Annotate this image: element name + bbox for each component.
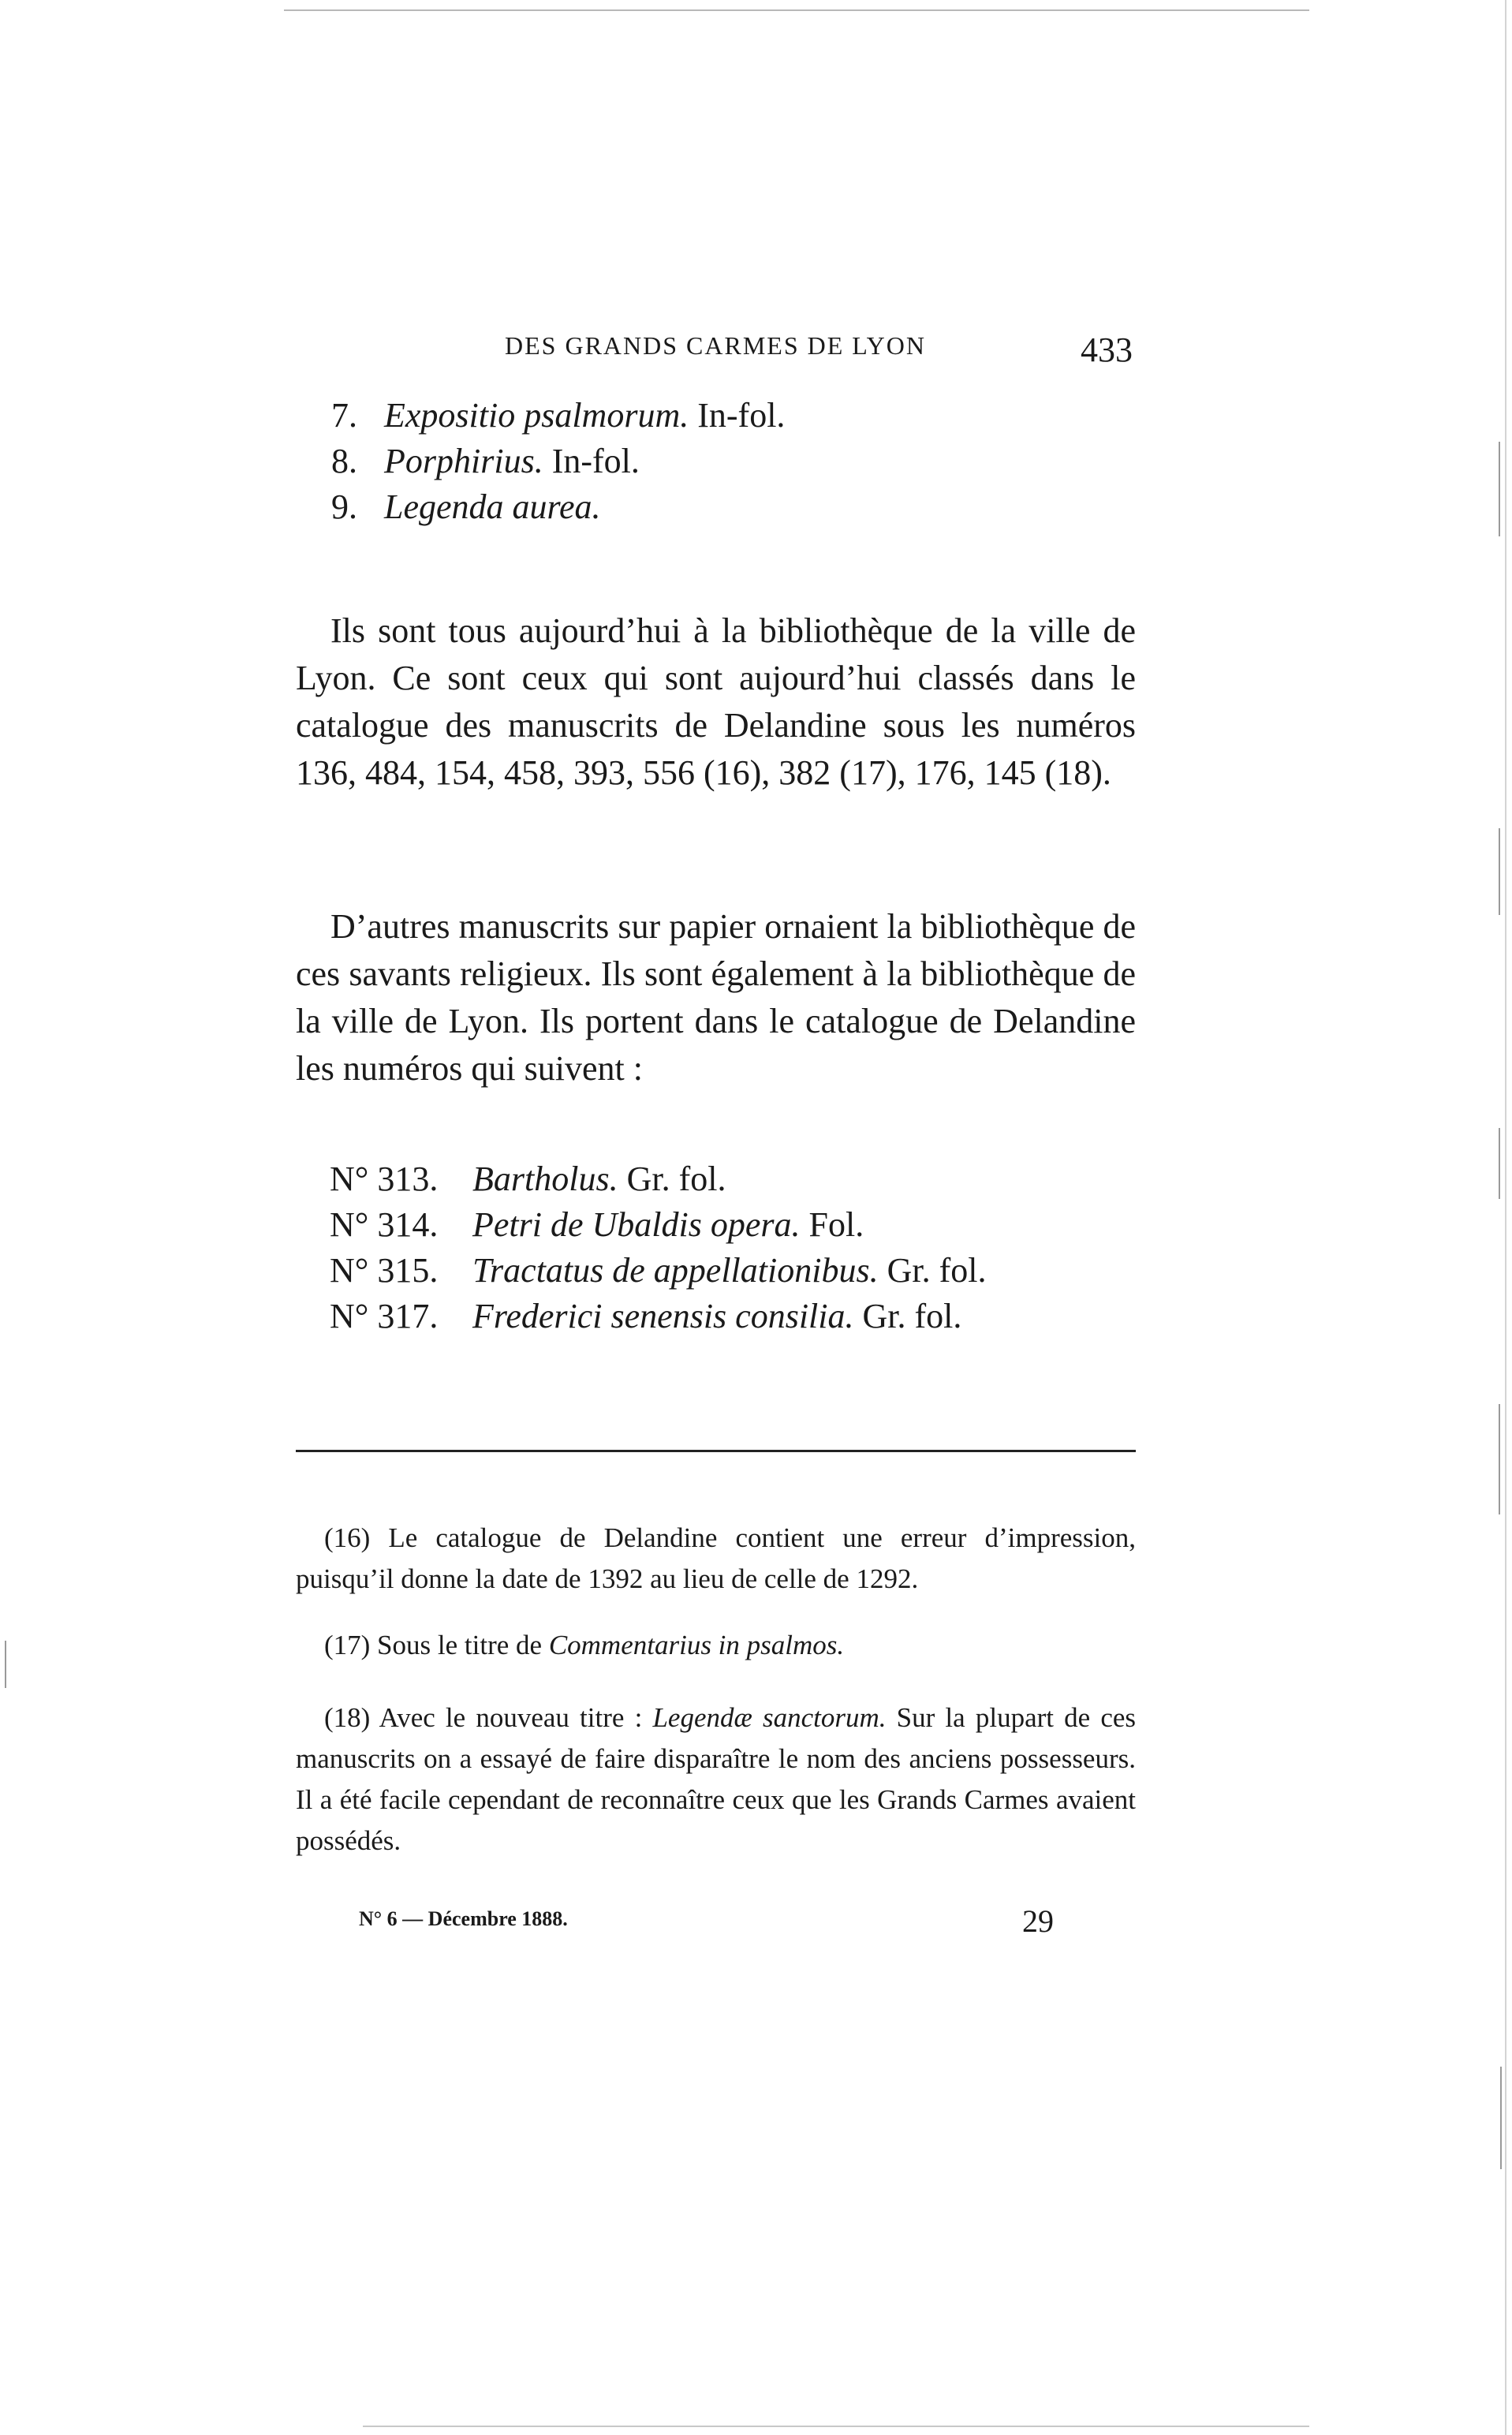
- manuscript-item: [330, 1294, 1170, 1339]
- scan-border-top: [284, 9, 1309, 11]
- scan-border-right: [1505, 0, 1506, 2435]
- scan-mark: [1499, 828, 1500, 915]
- footnote-italic-title: Legendæ sanctorum.: [652, 1702, 887, 1733]
- footnote-text: (17) Sous le titre de: [324, 1630, 549, 1660]
- scan-mark: [1499, 1128, 1500, 1199]
- footnote-16: (16) Le catalogue de Delandine contient une erreur d’impression, puisqu’il donne la date de 1392 au lieu de celle de 1292.: [296, 1522, 1136, 1594]
- list-item: [331, 484, 1171, 530]
- footnote-17: [296, 1625, 1136, 1666]
- scan-mark: [5, 1641, 6, 1688]
- manuscript-list: [330, 1156, 1170, 1339]
- list-item-number: 9.: [331, 487, 357, 526]
- footnote-18: [296, 1697, 1136, 1862]
- manuscript-title: Bartholus.: [472, 1160, 618, 1198]
- list-item-number: 8.: [331, 442, 357, 480]
- manuscript-number: N° 317.: [330, 1297, 439, 1335]
- footnote-text: (18) Avec le nouveau titre :: [324, 1702, 653, 1733]
- list-item: [331, 439, 1171, 484]
- list-item-title: Legenda aurea.: [384, 487, 601, 526]
- footnote-text: Sur la plupart de ces manuscrits on a essayé de faire disparaître le nom des anciens possesseurs. Il a été facile cependant de reconnaître ceux que les Grands Carmes avaient possédés.: [296, 1702, 1137, 1856]
- manuscript-format: Gr. fol.: [626, 1160, 726, 1198]
- list-item-format: In-fol.: [551, 442, 640, 480]
- manuscript-number: N° 313.: [330, 1160, 439, 1198]
- page-number: 433: [1081, 331, 1133, 369]
- list-item-title: Porphirius.: [384, 442, 543, 480]
- footnote-italic-title: Commentarius in psalmos.: [548, 1630, 845, 1660]
- issue-line: N° 6 — Décembre 1888.: [359, 1907, 568, 1930]
- list-item: [331, 393, 1171, 439]
- manuscript-item: [330, 1202, 1170, 1248]
- signature-mark: 29: [1022, 1903, 1054, 1939]
- manuscript-title: Frederici senensis consilia.: [472, 1297, 854, 1335]
- list-item-title: Expositio psalmorum.: [384, 396, 689, 435]
- list-item-number: 7.: [331, 396, 357, 435]
- manuscript-format: Fol.: [808, 1205, 864, 1244]
- manuscript-number: N° 314.: [330, 1205, 439, 1244]
- manuscript-format: Gr. fol.: [887, 1251, 987, 1290]
- body-paragraph: D’autres manuscrits sur papier ornaient la bibliothèque de ces savants religieux. Ils sont également à la bibliothèque de la ville de Lyon. Ils portent dans le catalogue de Delandine les numéros qui suivent :: [296, 907, 1136, 1088]
- manuscript-title: Tractatus de appellationibus.: [472, 1251, 879, 1290]
- manuscript-title: Petri de Ubaldis opera.: [472, 1205, 801, 1244]
- running-head: DES GRANDS CARMES DE LYON: [505, 331, 926, 360]
- numbered-list: [331, 393, 1171, 530]
- scan-mark: [1499, 442, 1500, 536]
- manuscript-item: [330, 1248, 1170, 1294]
- body-paragraph: Ils sont tous aujourd’hui à la bibliothèque de la ville de Lyon. Ce sont ceux qui sont aujourd’hui classés dans le catalogue des manuscrits de Delandine sous les numéros 136, 484, 154, 458, 393, 556 (16), 382 (17), 176, 145 (18).: [296, 611, 1136, 792]
- scan-mark: [1499, 1404, 1500, 1514]
- manuscript-number: N° 315.: [330, 1251, 439, 1290]
- list-item-format: In-fol.: [697, 396, 786, 435]
- manuscript-format: Gr. fol.: [862, 1297, 962, 1335]
- footnote-separator: [296, 1450, 1136, 1452]
- scan-border-bottom: [363, 2426, 1309, 2427]
- scan-mark: [1500, 2067, 1502, 2169]
- manuscript-item: [330, 1156, 1170, 1202]
